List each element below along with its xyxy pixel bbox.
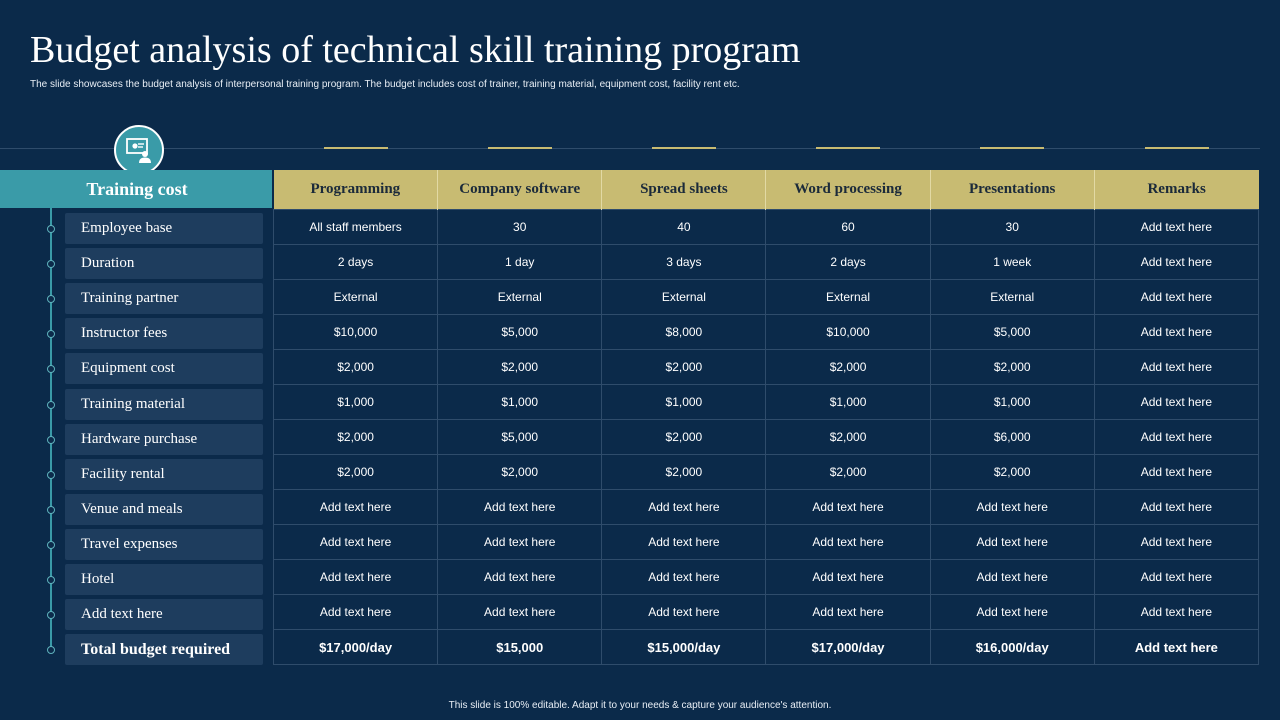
column-header: Word processing [766, 170, 930, 210]
timeline-dot [47, 436, 55, 444]
table-cell: $15,000 [438, 630, 602, 665]
presentation-user-icon [114, 125, 164, 175]
row-label: Instructor fees [65, 318, 263, 349]
table-cell: $17,000/day [274, 630, 438, 665]
table-cell: 60 [766, 210, 930, 245]
table-cell: $10,000 [766, 315, 930, 350]
training-cost-header [0, 170, 272, 208]
table-cell: $1,000 [274, 385, 438, 420]
slide-title: Budget analysis of technical skill training program [30, 29, 801, 71]
timeline-dot [47, 576, 55, 584]
training-cost-header-label: Training cost [86, 178, 188, 199]
table-cell: $2,000 [930, 455, 1094, 490]
table-cell: Add text here [1094, 385, 1258, 420]
table-row [274, 350, 1259, 385]
table-row [274, 385, 1259, 420]
table-cell: Add text here [1094, 350, 1258, 385]
table-cell: $17,000/day [766, 630, 930, 665]
timeline-dot [47, 611, 55, 619]
table-row [274, 595, 1259, 630]
row-label: Training partner [65, 283, 263, 314]
table-cell: Add text here [438, 560, 602, 595]
table-cell: Add text here [602, 490, 766, 525]
table-cell: External [274, 280, 438, 315]
total-budget-label: Total budget required [65, 634, 263, 665]
table-cell: $2,000 [766, 350, 930, 385]
timeline-dot [47, 225, 55, 233]
table-cell: 1 day [438, 245, 602, 280]
column-header: Programming [274, 170, 438, 210]
column-header: Presentations [930, 170, 1094, 210]
table-row [274, 455, 1259, 490]
table-cell: Add text here [1094, 490, 1258, 525]
table-cell: $2,000 [274, 420, 438, 455]
header-divider [0, 148, 1260, 149]
table-cell: 2 days [274, 245, 438, 280]
timeline-dot [47, 330, 55, 338]
table-cell: Add text here [1094, 525, 1258, 560]
table-row [274, 490, 1259, 525]
table-cell: $2,000 [602, 350, 766, 385]
table-cell: Add text here [438, 525, 602, 560]
column-header: Spread sheets [602, 170, 766, 210]
total-row [274, 630, 1259, 665]
row-label: Venue and meals [65, 494, 263, 525]
table-cell: Add text here [930, 595, 1094, 630]
table-cell: Add text here [766, 490, 930, 525]
timeline-dot [47, 541, 55, 549]
table-row [274, 420, 1259, 455]
table-header-row [274, 170, 1259, 210]
table-cell: Add text here [1094, 280, 1258, 315]
table-cell: Add text here [1094, 560, 1258, 595]
table-cell: External [766, 280, 930, 315]
table-cell: Add text here [1094, 315, 1258, 350]
table-cell: 30 [438, 210, 602, 245]
timeline-dot [47, 401, 55, 409]
budget-table [273, 170, 1259, 665]
table-cell: Add text here [602, 595, 766, 630]
column-accent-dash [652, 147, 716, 149]
slide-footer: This slide is 100% editable. Adapt it to your needs & capture your audience's attention. [448, 700, 832, 711]
column-header: Remarks [1094, 170, 1258, 210]
table-cell: Add text here [274, 595, 438, 630]
row-label: Facility rental [65, 459, 263, 490]
column-header: Company software [438, 170, 602, 210]
column-accent-dash [980, 147, 1044, 149]
row-label: Travel expenses [65, 529, 263, 560]
table-cell: All staff members [274, 210, 438, 245]
table-cell: $5,000 [438, 315, 602, 350]
row-label: Duration [65, 248, 263, 279]
column-accent-dash [488, 147, 552, 149]
table-cell: Add text here [438, 490, 602, 525]
table-body [274, 210, 1259, 665]
column-accent-dash [324, 147, 388, 149]
row-label: Hardware purchase [65, 424, 263, 455]
table-cell: 1 week [930, 245, 1094, 280]
table-cell: 2 days [766, 245, 930, 280]
timeline-dot [47, 471, 55, 479]
table-cell: Add text here [1094, 210, 1258, 245]
table-cell: $6,000 [930, 420, 1094, 455]
timeline-dot [47, 365, 55, 373]
table-cell: Add text here [438, 595, 602, 630]
row-label: Add text here [65, 599, 263, 630]
column-accent-dash [816, 147, 880, 149]
slide-subtitle: The slide showcases the budget analysis of interpersonal training program. The budget includes cost of trainer, training material, equipment cost, facility rent etc. [30, 79, 740, 90]
table-row [274, 245, 1259, 280]
table-cell: $15,000/day [602, 630, 766, 665]
table-cell: External [438, 280, 602, 315]
table-row [274, 560, 1259, 595]
row-label: Hotel [65, 564, 263, 595]
table-cell: $2,000 [930, 350, 1094, 385]
table-cell: Add text here [1094, 455, 1258, 490]
table-cell: $2,000 [602, 455, 766, 490]
table-cell: $2,000 [602, 420, 766, 455]
table-row [274, 525, 1259, 560]
table-cell: $2,000 [766, 420, 930, 455]
table-cell: Add text here [274, 525, 438, 560]
timeline-dot [47, 295, 55, 303]
table-cell: Add text here [930, 490, 1094, 525]
table-cell: $8,000 [602, 315, 766, 350]
table-row [274, 210, 1259, 245]
column-accent-dash [1145, 147, 1209, 149]
table-cell: 30 [930, 210, 1094, 245]
table-cell: Add text here [274, 490, 438, 525]
table-cell: $5,000 [438, 420, 602, 455]
timeline-dot [47, 260, 55, 268]
table-cell: External [602, 280, 766, 315]
table-row [274, 280, 1259, 315]
timeline-dot [47, 646, 55, 654]
table-cell: $16,000/day [930, 630, 1094, 665]
table-cell: Add text here [1094, 595, 1258, 630]
table-cell: $2,000 [274, 455, 438, 490]
row-label: Training material [65, 389, 263, 420]
table-cell: $1,000 [930, 385, 1094, 420]
table-cell: External [930, 280, 1094, 315]
table-cell: Add text here [1094, 630, 1258, 665]
table-cell: Add text here [602, 560, 766, 595]
table-cell: Add text here [274, 560, 438, 595]
table-cell: Add text here [1094, 245, 1258, 280]
table-cell: $1,000 [766, 385, 930, 420]
table-cell: Add text here [766, 525, 930, 560]
table-cell: $1,000 [438, 385, 602, 420]
row-label: Employee base [65, 213, 263, 244]
table-cell: 3 days [602, 245, 766, 280]
row-label: Equipment cost [65, 353, 263, 384]
table-cell: Add text here [766, 595, 930, 630]
table-cell: $10,000 [274, 315, 438, 350]
timeline-dot [47, 506, 55, 514]
table-cell: Add text here [930, 560, 1094, 595]
table-cell: $2,000 [438, 455, 602, 490]
table-cell: $2,000 [274, 350, 438, 385]
table-row [274, 315, 1259, 350]
table-cell: Add text here [1094, 420, 1258, 455]
table-cell: Add text here [930, 525, 1094, 560]
table-cell: $1,000 [602, 385, 766, 420]
table-cell: 40 [602, 210, 766, 245]
table-cell: Add text here [602, 525, 766, 560]
table-cell: $5,000 [930, 315, 1094, 350]
table-cell: Add text here [766, 560, 930, 595]
table-cell: $2,000 [438, 350, 602, 385]
table-cell: $2,000 [766, 455, 930, 490]
